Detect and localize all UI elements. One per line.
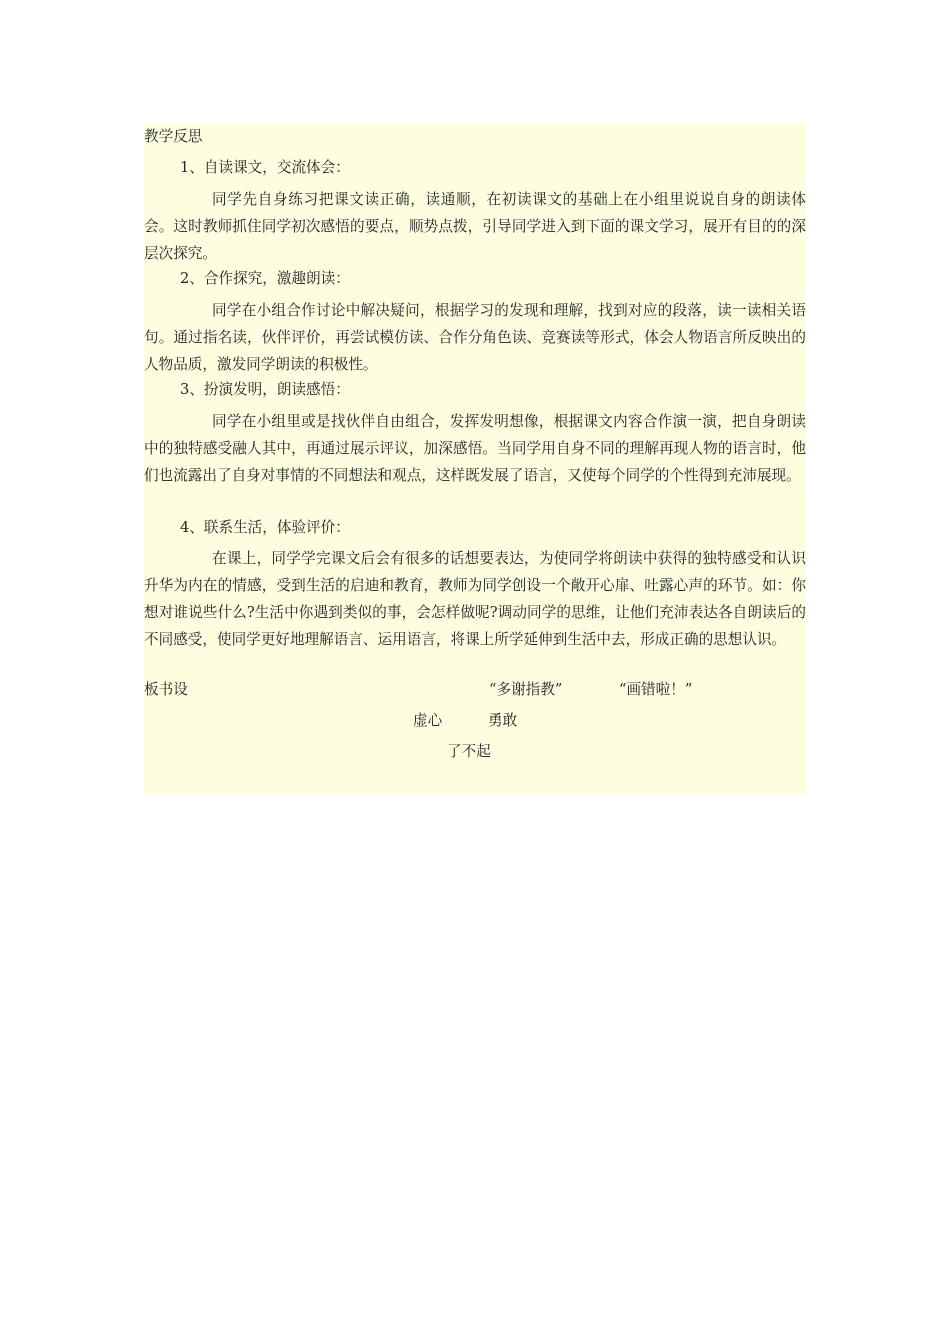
section-1-title: 1、自读课文，交流体会： xyxy=(180,159,350,176)
board-quote-wrong: “画错啦！” xyxy=(619,681,693,698)
board-quote-thanks: “多谢指教” xyxy=(489,681,563,698)
document-page xyxy=(144,124,806,794)
section-1-body: 同学先自身练习把课文读正确，读通顺，在初读课文的基础上在小组里说说自身的朗读体会。这时教师抓住同学初次感悟的要点，顺势点拨，引导同学进入到下面的课文学习，展开有目的的深层次探究。 xyxy=(144,191,806,262)
board-label: 板书设 xyxy=(144,681,188,698)
section-3-body: 同学在小组里或是找伙伴自由组合，发挥发明想像，根据课文内容合作演一演，把自身朗读中的独特感受融人其中，再通过展示评议，加深感悟。当同学用自身不同的理解再现人物的语言时，他们也流露出了自身对事情的不同想法和观点，这样既发展了语言，又使每个同学的个性得到充沛展现。 xyxy=(144,413,806,484)
board-word-amazing: 了不起 xyxy=(447,743,491,760)
section-4-body: 在课上，同学学完课文后会有很多的话想要表达，为使同学将朗读中获得的独特感受和认识升华为内在的情感，受到生活的启迪和教育，教师为同学创设一个敞开心扉、吐露心声的环节。如：你想对谁说些什么?生活中你遇到类似的事，会怎样做呢?调动同学的思维，让他们充沛表达各自朗读后的不同感受，使同学更好地理解语言、运用语言，将课上所学延伸到生活中去，形成正确的思想认识。 xyxy=(144,550,806,648)
section-4-title: 4、联系生活，体验评价： xyxy=(180,519,350,536)
section-2-body: 同学在小组合作讨论中解决疑问，根据学习的发现和理解，找到对应的段落，读一读相关语句。通过指名读，伙伴评价，再尝试模仿读、合作分角色读、竞赛读等形式，体会人物语言所反映出的人物品质，激发同学朗读的积极性。 xyxy=(144,302,806,373)
board-word-humble: 虚心 xyxy=(413,712,443,729)
section-2-title: 2、合作探究，激趣朗读： xyxy=(180,270,350,287)
board-word-brave: 勇敢 xyxy=(488,712,518,729)
section-3-title: 3、扮演发明，朗读感悟： xyxy=(180,381,350,398)
page-title: 教学反思 xyxy=(144,128,203,145)
